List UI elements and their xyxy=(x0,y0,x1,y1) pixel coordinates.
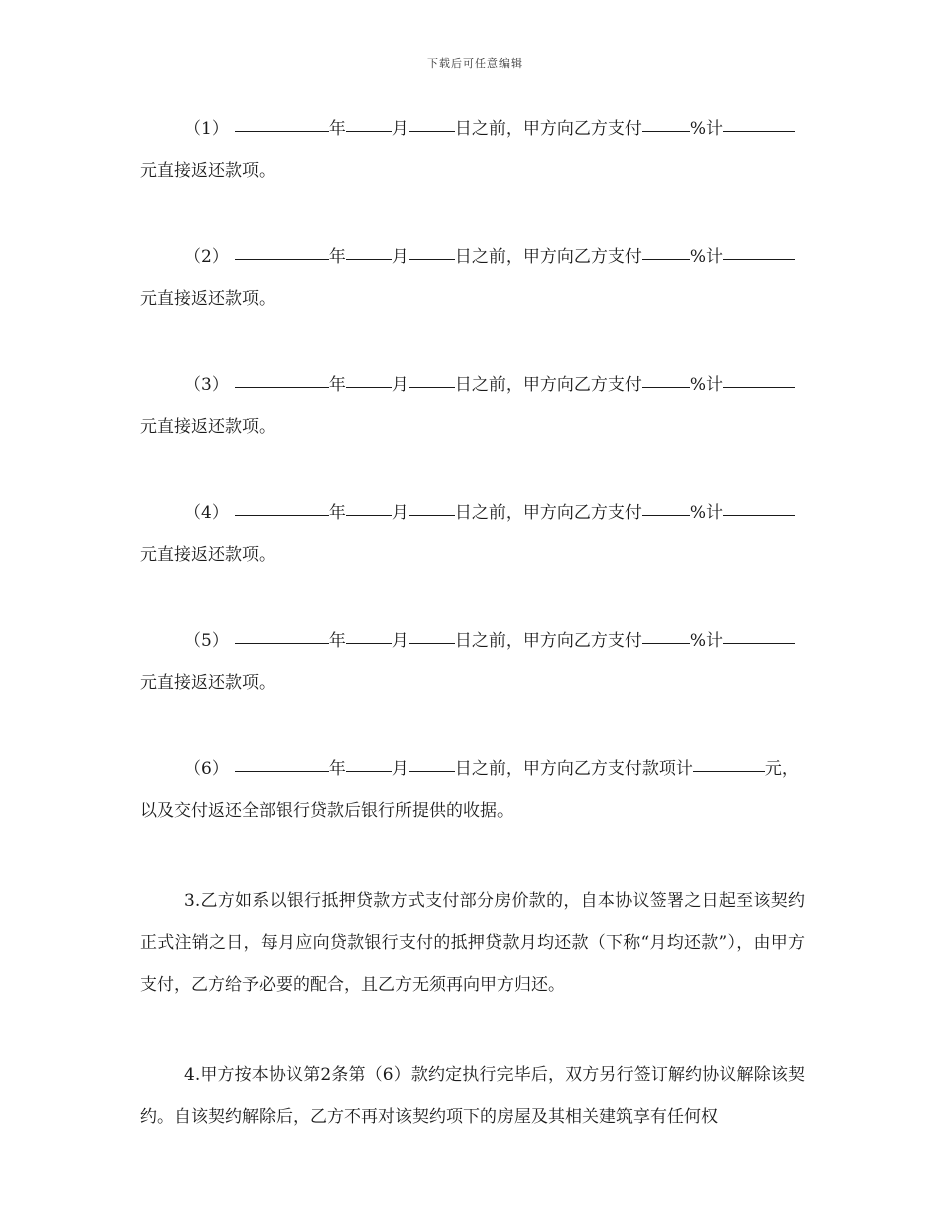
day-blank xyxy=(409,514,455,516)
percent-label: %计 xyxy=(689,119,723,139)
month-label: 月 xyxy=(391,503,409,523)
day-blank xyxy=(409,258,455,260)
year-label: 年 xyxy=(328,247,346,267)
amount-blank xyxy=(723,514,795,516)
year-label: 年 xyxy=(328,503,346,523)
month-label: 月 xyxy=(391,631,409,651)
item-text: 日之前，甲方向乙方支付 xyxy=(454,375,642,395)
year-blank xyxy=(235,130,329,132)
percent-label: %计 xyxy=(689,631,723,651)
item-tail: 以及交付返还全部银行贷款后银行所提供的收据。 xyxy=(140,801,514,821)
year-blank xyxy=(235,642,329,644)
month-blank xyxy=(346,386,392,388)
item-text: 日之前，甲方向乙方支付 xyxy=(454,119,642,139)
percent-label: %计 xyxy=(689,503,723,523)
item-text: 日之前，甲方向乙方支付 xyxy=(454,503,642,523)
day-blank xyxy=(409,130,455,132)
payment-item-6 xyxy=(140,748,805,832)
day-blank xyxy=(409,386,455,388)
amount-blank xyxy=(723,130,795,132)
month-blank xyxy=(346,258,392,260)
month-blank xyxy=(346,770,392,772)
month-blank xyxy=(346,642,392,644)
month-label: 月 xyxy=(391,247,409,267)
clause-4-text: 4.甲方按本协议第2条第（6）款约定执行完毕后，双方另行签订解约协议解除该契约。自该契约解除后，乙方不再对该契约项下的房屋及其相关建筑享有任何权 xyxy=(140,1065,805,1127)
year-blank xyxy=(235,770,329,772)
item-text: 日之前，甲方向乙方支付 xyxy=(454,247,642,267)
percent-blank xyxy=(642,386,690,388)
percent-blank xyxy=(642,642,690,644)
item-tail: 元直接返还款项。 xyxy=(140,545,276,565)
item-number: （6） xyxy=(184,759,229,779)
item-tail: 元直接返还款项。 xyxy=(140,673,276,693)
year-blank xyxy=(235,386,329,388)
item-number: （1） xyxy=(184,119,229,139)
item-tail: 元直接返还款项。 xyxy=(140,161,276,181)
unit-label: 元， xyxy=(764,759,799,779)
year-blank xyxy=(235,258,329,260)
amount-blank xyxy=(723,642,795,644)
item-number: （3） xyxy=(184,375,229,395)
page-header: 下载后可任意编辑 xyxy=(427,57,523,70)
month-label: 月 xyxy=(391,759,409,779)
payment-item-1 xyxy=(140,108,805,192)
amount-blank xyxy=(693,770,765,772)
clause-3 xyxy=(140,880,805,1006)
percent-blank xyxy=(642,514,690,516)
day-blank xyxy=(409,642,455,644)
amount-blank xyxy=(723,258,795,260)
percent-label: %计 xyxy=(689,375,723,395)
payment-item-3 xyxy=(140,364,805,448)
document-body xyxy=(140,108,805,1138)
day-blank xyxy=(409,770,455,772)
year-label: 年 xyxy=(328,759,346,779)
payment-item-2 xyxy=(140,236,805,320)
clause-4 xyxy=(140,1054,805,1138)
year-blank xyxy=(235,514,329,516)
month-blank xyxy=(346,130,392,132)
month-label: 月 xyxy=(391,375,409,395)
year-label: 年 xyxy=(328,631,346,651)
item-tail: 元直接返还款项。 xyxy=(140,289,276,309)
percent-blank xyxy=(642,258,690,260)
item-number: （5） xyxy=(184,631,229,651)
year-label: 年 xyxy=(328,119,346,139)
item-text: 日之前，甲方向乙方支付 xyxy=(454,631,642,651)
item-number: （2） xyxy=(184,247,229,267)
percent-blank xyxy=(642,130,690,132)
item-text: 日之前，甲方向乙方支付款项计 xyxy=(454,759,693,779)
item-tail: 元直接返还款项。 xyxy=(140,417,276,437)
item-number: （4） xyxy=(184,503,229,523)
percent-label: %计 xyxy=(689,247,723,267)
clause-3-text: 3.乙方如系以银行抵押贷款方式支付部分房价款的，自本协议签署之日起至该契约正式注销之日，每月应向贷款银行支付的抵押贷款月均还款（下称“月均还款”），由甲方支付，乙方给予必要的配合，且乙方无须再向甲方归还。 xyxy=(140,891,805,995)
payment-item-4 xyxy=(140,492,805,576)
year-label: 年 xyxy=(328,375,346,395)
payment-item-5 xyxy=(140,620,805,704)
amount-blank xyxy=(723,386,795,388)
month-blank xyxy=(346,514,392,516)
month-label: 月 xyxy=(391,119,409,139)
